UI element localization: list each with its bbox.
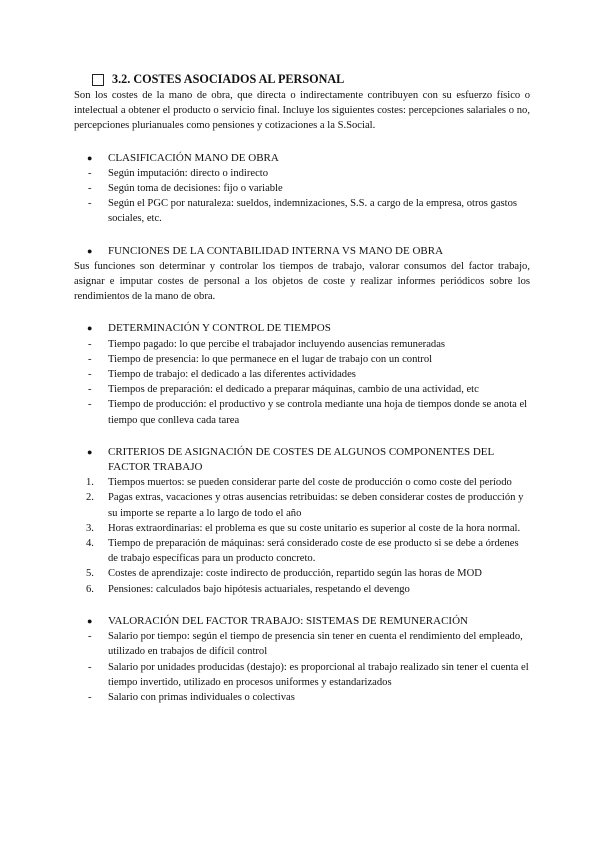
section-criterios xyxy=(74,445,530,597)
list-item: - Tiempos de preparación: el dedicado a preparar máquinas, cambio de una actividad, etc xyxy=(88,384,479,396)
list-item: 2. Pagas extras, vacaciones y otras ausencias retribuidas: se deben considerar costes de producción y su importe se reparte a lo largo de todo el año xyxy=(86,492,524,519)
section-heading xyxy=(74,151,530,166)
bullet-icon: ● xyxy=(87,615,93,626)
bullet-icon: ● xyxy=(87,245,93,256)
heading-text: FUNCIONES DE LA CONTABILIDAD INTERNA VS MANO DE OBRA xyxy=(108,244,444,257)
list-item: - Tiempo pagado: lo que percibe el trabajador incluyendo ausencias remuneradas xyxy=(88,338,446,350)
section-determinacion xyxy=(74,321,530,427)
section-heading xyxy=(74,614,530,629)
list-item: 6. Pensiones: calculados bajo hipótesis actuariales, respetando el devengo xyxy=(86,583,410,595)
list-item: - Salario con primas individuales o colectivas xyxy=(88,691,295,703)
section-heading xyxy=(74,445,530,475)
list-item: 4. Tiempo de preparación de máquinas: será considerado coste de ese producto si se debe a órdenes de trabajo específicas para un producto concreto. xyxy=(86,538,519,565)
bullet-icon: ● xyxy=(87,446,93,457)
numbered-list xyxy=(74,475,530,597)
section-heading xyxy=(74,244,530,259)
section-heading xyxy=(74,321,530,336)
section-clasificacion xyxy=(74,151,530,227)
document-page xyxy=(74,66,530,705)
heading-text: VALORACIÓN DEL FACTOR TRABAJO: SISTEMAS DE REMUNERACIÓN xyxy=(108,614,468,627)
list-item: - Tiempo de presencia: lo que permanece en el lugar de trabajo con un control xyxy=(88,353,433,365)
bullet-icon: ● xyxy=(87,152,93,163)
section-paragraph: Sus funciones son determinar y controlar los tiempos de trabajo, valorar consumos del factor trabajo, asignar e imputar costes de personal a los objetos de coste y realizar informes periódicos sobre los rendimientos de la mano de obra. xyxy=(74,260,530,303)
intro-paragraph: Son los costes de la mano de obra, que directa o indirectamente contribuyen con su esfuerzo físico o intelectual a obtener el producto o servicio final. Incluye los siguientes costes: percepciones salariales o no, percepciones plurianuales como pensiones y cotizaciones a la S.Social. xyxy=(74,90,530,132)
bullet-icon: ● xyxy=(87,323,93,334)
list-item: - Salario por unidades producidas (destajo): es proporcional al trabajo realizado sin tener el cuenta el tiempo invertido, utilizado en procesos uniformes y estandarizados xyxy=(88,661,529,688)
list-item: 1. Tiempos muertos: se pueden considerar parte del coste de producción o como coste del período xyxy=(86,477,512,489)
dash-list xyxy=(74,166,530,227)
list-item: - Tiempo de trabajo: el dedicado a las diferentes actividades xyxy=(88,369,356,381)
dash-list xyxy=(74,629,530,705)
list-item: - Según toma de decisiones: fijo o variable xyxy=(88,183,283,195)
dash-list xyxy=(74,337,530,428)
heading-text: DETERMINACIÓN Y CONTROL DE TIEMPOS xyxy=(108,322,331,335)
list-item: - Según el PGC por naturaleza: sueldos, indemnizaciones, S.S. a cargo de la empresa, otros gastos sociales, etc. xyxy=(88,198,518,225)
checkbox-icon xyxy=(92,74,104,86)
list-item: - Tiempo de producción: el productivo y se controla mediante una hoja de tiempos donde se anota el tiempo que conlleva cada tarea xyxy=(88,399,528,426)
section-title xyxy=(92,72,530,88)
list-item: 3. Horas extraordinarias: el problema es que su coste unitario es superior al coste de la hora normal. xyxy=(86,522,521,534)
section-valoracion xyxy=(74,614,530,705)
list-item: 5. Costes de aprendizaje: coste indirecto de producción, repartido según las horas de MOD xyxy=(86,568,482,580)
heading-text: CRITERIOS DE ASIGNACIÓN DE COSTES DE ALGUNOS COMPONENTES DEL FACTOR TRABAJO xyxy=(108,445,494,474)
list-item: - Según imputación: directo o indirecto xyxy=(88,167,269,179)
section-title-text: 3.2. COSTES ASOCIADOS AL PERSONAL xyxy=(112,72,345,87)
section-funciones xyxy=(74,244,530,305)
heading-text: CLASIFICACIÓN MANO DE OBRA xyxy=(108,151,279,164)
list-item: - Salario por tiempo: según el tiempo de presencia sin tener en cuenta el rendimiento del empleado, utilizado en trabajos de difícil control xyxy=(88,631,523,658)
